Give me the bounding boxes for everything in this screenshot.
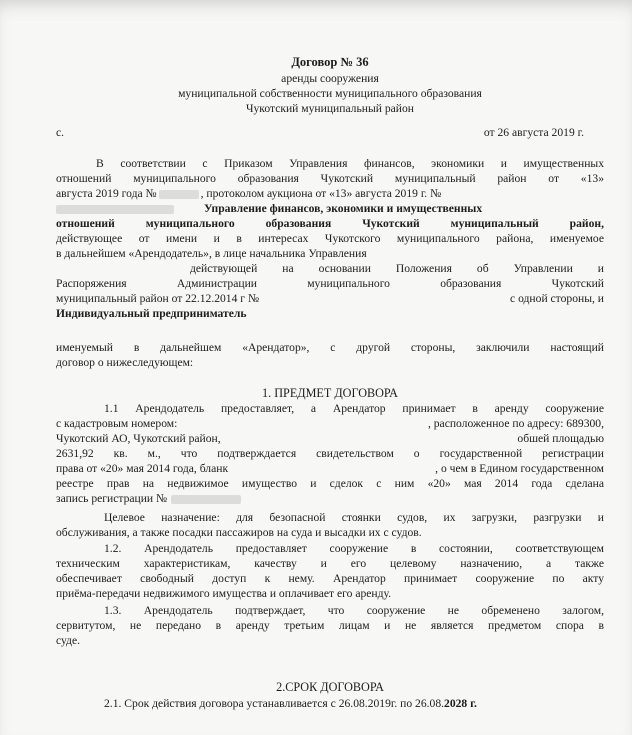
preamble-line-11: Индивидуальный предприниматель: [56, 307, 247, 320]
section-1-title: 1. ПРЕДМЕТ ДОГОВОРА: [262, 386, 398, 400]
section-1-3-line-1: 1.3. Арендодатель подтверждает, что сооружение не обременено залогом,: [104, 604, 604, 617]
section-1-2-line-4: приёма-передачи недвижимого имущества и оплачивает его аренду.: [56, 587, 392, 600]
preamble-line-4: [56, 201, 604, 216]
redacted-block: [171, 495, 241, 504]
section-1-3-line-2: сервитутом, не передано в аренду третьим лицам и не является предметом спора в: [56, 619, 604, 632]
preamble-line-1: В соответствии с Приказом Управления финансов, экономики и имущественных: [96, 157, 604, 170]
contract-date: от 26 августа 2019 г.: [483, 126, 584, 139]
section-1-line-4: 2631,92 кв. м., что подтверждается свидетельством о государственной регистрации: [56, 447, 604, 460]
contract-subtitle-2: муниципальной собственности муниципального образования: [178, 87, 482, 100]
preamble-line-3b: , протоколом аукциона от «13» августа 2019 г. №: [200, 187, 442, 200]
redacted-block: [56, 205, 174, 214]
section-1-line-5b: , о чем в Едином государственном: [435, 462, 604, 475]
redacted-block: [159, 190, 199, 199]
section-1-line-7: [56, 491, 604, 506]
preamble-line-7: в дальнейшем «Арендодатель», в лице начальника Управления: [56, 247, 367, 260]
preamble-line-3: [56, 186, 604, 201]
section-1-line-2: [56, 416, 604, 431]
contract-subtitle-3: Чукотский муниципальный район: [245, 102, 415, 115]
section-1-2-line-2: техническим характеристикам, качеству и его целевому назначению, а также: [56, 557, 604, 570]
contract-title: Договор № 36: [291, 55, 369, 69]
preamble-line-6: действующее от имени и в интересах Чукотского муниципального района, именуемое: [56, 232, 604, 245]
section-1-line-1: 1.1 Арендодатель предоставляет, а Арендатор принимает в аренду сооружение: [104, 402, 604, 415]
section-1-3-line-3: суде.: [56, 634, 81, 647]
section-2-line-1a: 2.1. Срок действия договора устанавливается с 26.08.2019г. по 26.08.: [104, 697, 445, 710]
preamble-line-3a: августа 2019 года №: [56, 187, 157, 200]
section-1-2-line-1: 1.2. Арендодатель предоставляет сооружение в состоянии, соответствующем: [104, 542, 604, 555]
section-2-end-date: 2028 г.: [444, 697, 477, 710]
section-1-line-5a: права от «20» мая 2014 года, бланк: [56, 462, 229, 475]
preamble-line-10a: муниципальный район от 22.12.2014 г №: [56, 292, 260, 305]
section-1-line-7-text: запись регистрации №: [56, 492, 168, 505]
section-1-line-2a: с кадастровым номером:: [56, 417, 178, 430]
section-1-purpose-line-2: обслуживания, а также посадки пассажиров на суда и высадки их с судов.: [56, 526, 422, 539]
preamble-line-10: [56, 291, 604, 306]
section-1-line-3b: обшей площадью: [517, 432, 604, 445]
preamble-line-9: Распоряжения Администрации муниципального образования Чукотский: [56, 277, 604, 290]
place-label: с.: [56, 126, 65, 139]
preamble-line-10b: с одной стороны, и: [510, 292, 604, 305]
section-1-line-3a: Чукотский АО, Чукотский район,: [56, 432, 221, 445]
section-1-line-2b: , расположенное по адресу: 689300,: [427, 417, 604, 430]
preamble-line-8: действующей на основании Положения об Управлении и: [190, 262, 604, 275]
section-1-2-line-3: обеспечивает свободный доступ к нему. Арендатор принимает сооружение по акту: [56, 572, 604, 585]
section-1-purpose-line-1: Целевое назначение: для безопасной стоянки судов, их загрузки, разгрузки и: [104, 511, 604, 524]
preamble-line-2: отношений муниципального образования Чукотский муниципальный район от «13»: [56, 172, 604, 185]
section-2-line-1: [104, 696, 604, 711]
preamble-line-13: договор о нижеследующем:: [56, 356, 194, 369]
preamble-line-12: именуемый в дальнейшем «Арендатор», с другой стороны, заключили настоящий: [56, 341, 604, 354]
contract-subtitle-1: аренды сооружения: [281, 72, 379, 85]
preamble-line-4-text: Управление финансов, экономики и имущественных: [204, 202, 483, 215]
section-1-line-3: [56, 431, 604, 446]
preamble-line-5: отношений муниципального образования Чукотский муниципальный район,: [56, 217, 604, 230]
section-2-title: 2.СРОК ДОГОВОРА: [276, 680, 384, 694]
section-1-line-6: реестре прав на недвижимое имущество и сделок с ним «20» мая 2014 года сделана: [56, 477, 604, 490]
section-1-line-5: [56, 461, 604, 476]
place-row: [56, 125, 604, 140]
